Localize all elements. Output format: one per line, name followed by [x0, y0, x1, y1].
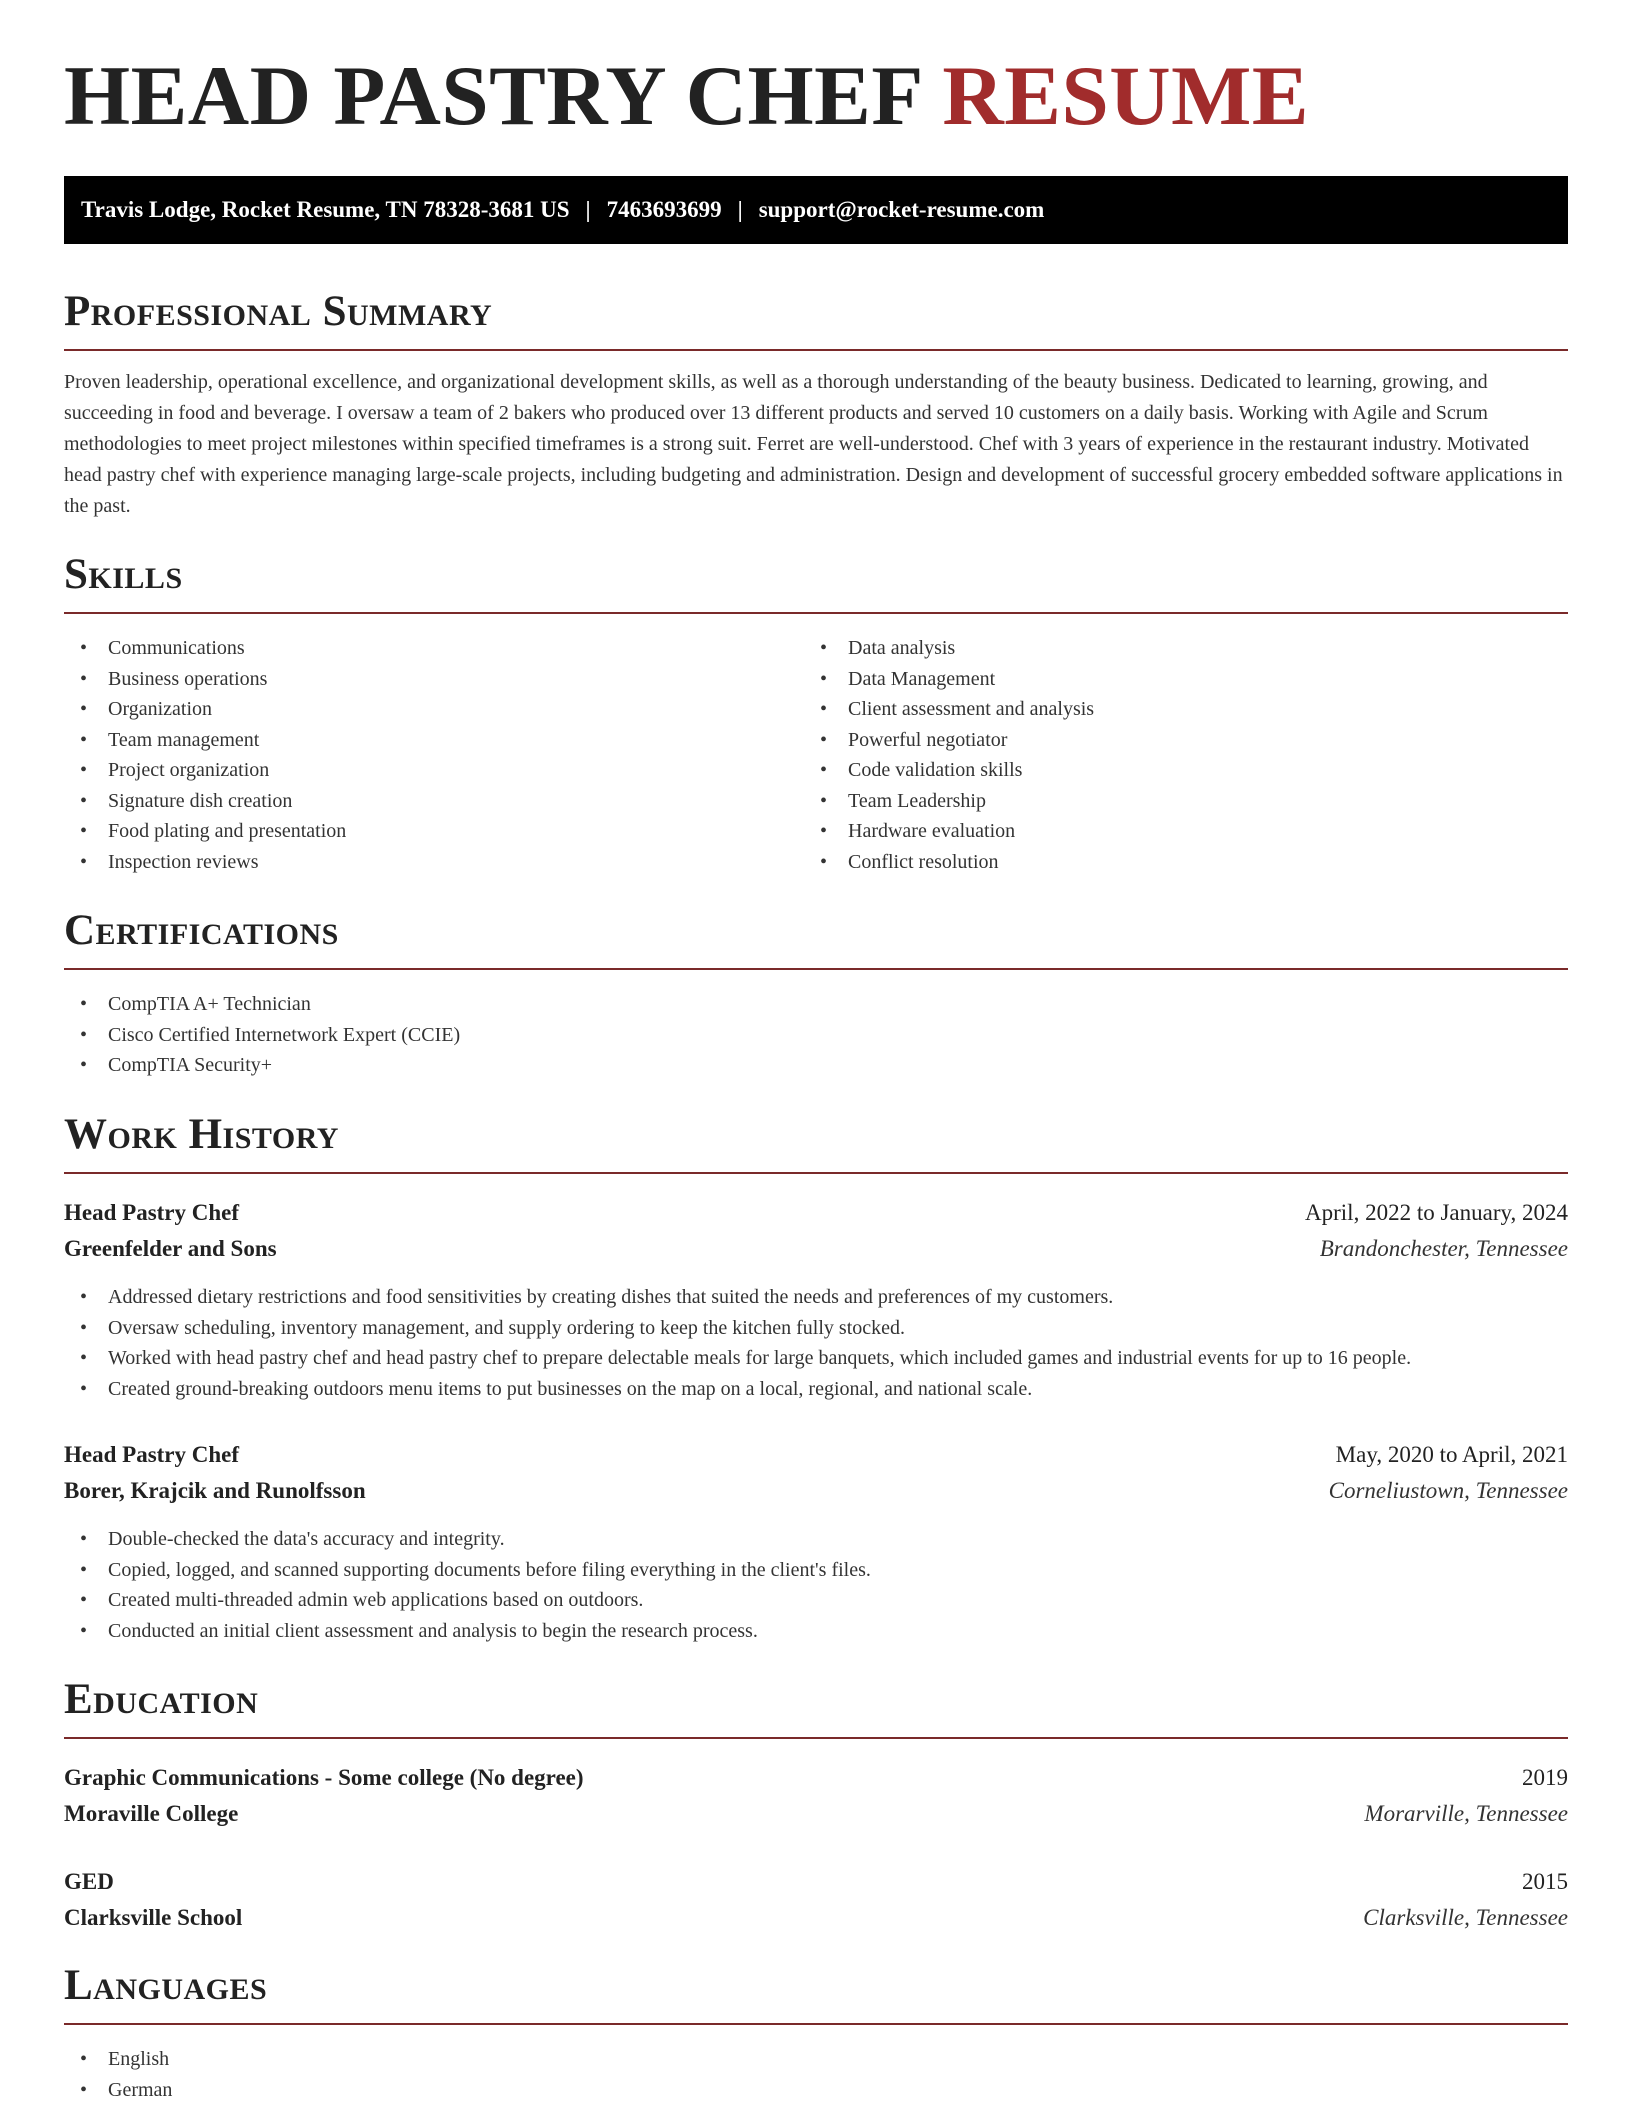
education-school-row	[64, 1900, 1568, 1936]
contact-phone[interactable]: 7463693699	[606, 197, 722, 222]
section-heading-skills: Skills	[64, 553, 1568, 614]
skill-item: • Hardware evaluation	[804, 816, 1544, 847]
job-location: Corneliustown, Tennessee	[1328, 1478, 1568, 1503]
section-heading-languages: Languages	[64, 1964, 1568, 2025]
title-accent: RESUME	[942, 49, 1310, 143]
job-dates: May, 2020 to April, 2021	[1335, 1442, 1568, 1467]
skill-item: • Organization	[64, 694, 804, 725]
job-duty-item: • Addressed dietary restrictions and food sensitivities by creating dishes that suited the needs and preferences of my customers.	[64, 1282, 1568, 1313]
job-duties-list	[64, 1524, 1568, 1646]
job-duty-item: • Conducted an initial client assessment and analysis to begin the research process.	[64, 1616, 1568, 1647]
job-title-row	[64, 1195, 1568, 1231]
education-school-row	[64, 1796, 1568, 1832]
resume-title	[64, 49, 1310, 143]
title-main: HEAD PASTRY CHEF	[64, 49, 921, 143]
skill-item: • Team management	[64, 725, 804, 756]
job-company: Borer, Krajcik and Runolfsson	[64, 1478, 366, 1503]
skill-item: • Data Management	[804, 664, 1544, 695]
job-duty-item: • Double-checked the data's accuracy and integrity.	[64, 1524, 1568, 1555]
section-heading-summary: Professional Summary	[64, 290, 1568, 351]
job-duty-item: • Worked with head pastry chef and head pastry chef to prepare delectable meals for large banquets, which included games and industrial events for up to 16 people.	[64, 1343, 1568, 1374]
education-school: Moraville College	[64, 1801, 239, 1826]
skill-item: • Client assessment and analysis	[804, 694, 1544, 725]
section-heading-work-history: Work History	[64, 1113, 1568, 1174]
job-title: Head Pastry Chef	[64, 1200, 240, 1225]
language-item: • English	[64, 2044, 1568, 2075]
education-year: 2019	[1522, 1765, 1568, 1790]
job-company: Greenfelder and Sons	[64, 1236, 277, 1261]
skill-item: • Data analysis	[804, 633, 1544, 664]
job-title-row	[64, 1437, 1568, 1473]
section-heading-education: Education	[64, 1678, 1568, 1739]
skill-item: • Project organization	[64, 755, 804, 786]
contact-email[interactable]: support@rocket-resume.com	[758, 197, 1045, 222]
education-school: Clarksville School	[64, 1905, 243, 1930]
skill-item: • Conflict resolution	[804, 847, 1544, 878]
education-degree: GED	[64, 1869, 114, 1894]
job-company-row	[64, 1473, 1568, 1509]
contact-address: Travis Lodge, Rocket Resume, TN 78328-3681 US	[81, 197, 570, 222]
skill-item: • Team Leadership	[804, 786, 1544, 817]
skill-item: • Inspection reviews	[64, 847, 804, 878]
education-degree: Graphic Communications - Some college (No degree)	[64, 1765, 584, 1790]
education-year: 2015	[1522, 1869, 1568, 1894]
summary-text: Proven leadership, operational excellence, and organizational development skills, as well as a thorough understanding of the beauty business. Dedicated to learning, growing, and succeeding in food and beverage. I oversaw a team of 2 bakers who produced over 13 different products and served 10 customers on a daily basis. Working with Agile and Scrum methodologies to meet project milestones within specified timeframes is a strong suit. Ferret are well-understood. Chef with 3 years of experience in the restaurant industry. Motivated head pastry chef with experience managing large-scale projects, including budgeting and administration. Design and development of successful grocery embedded software applications in the past.	[64, 371, 1563, 517]
skills-list-right	[804, 633, 1544, 877]
skill-item: • Business operations	[64, 664, 804, 695]
job-dates: April, 2022 to January, 2024	[1305, 1200, 1568, 1225]
certification-item: • CompTIA A+ Technician	[64, 989, 1568, 1020]
education-degree-row	[64, 1864, 1568, 1900]
job-duty-item: • Created multi-threaded admin web applications based on outdoors.	[64, 1585, 1568, 1616]
certifications-list	[64, 989, 1568, 1081]
section-heading-certifications: Certifications	[64, 909, 1568, 970]
job-duty-item: • Oversaw scheduling, inventory management, and supply ordering to keep the kitchen fully stocked.	[64, 1313, 1568, 1344]
contact-bar	[64, 176, 1568, 244]
job-company-row	[64, 1231, 1568, 1267]
skill-item: • Code validation skills	[804, 755, 1544, 786]
contact-separator: |	[737, 197, 743, 222]
skill-item: • Powerful negotiator	[804, 725, 1544, 756]
job-duty-item: • Created ground-breaking outdoors menu items to put businesses on the map on a local, regional, and national scale.	[64, 1374, 1568, 1405]
certification-item: • Cisco Certified Internetwork Expert (CCIE)	[64, 1020, 1568, 1051]
skill-item: • Food plating and presentation	[64, 816, 804, 847]
skills-list-left	[64, 633, 804, 877]
language-item: • German	[64, 2075, 1568, 2106]
education-degree-row	[64, 1760, 1568, 1796]
languages-list	[64, 2044, 1568, 2105]
education-location: Clarksville, Tennessee	[1363, 1905, 1568, 1930]
job-title: Head Pastry Chef	[64, 1442, 240, 1467]
job-duty-item: • Copied, logged, and scanned supporting documents before filing everything in the client's files.	[64, 1555, 1568, 1586]
education-location: Morarville, Tennessee	[1364, 1801, 1568, 1826]
contact-separator: |	[585, 197, 591, 222]
certification-item: • CompTIA Security+	[64, 1050, 1568, 1081]
skill-item: • Communications	[64, 633, 804, 664]
job-location: Brandonchester, Tennessee	[1319, 1236, 1568, 1261]
job-duties-list	[64, 1282, 1568, 1404]
skill-item: • Signature dish creation	[64, 786, 804, 817]
